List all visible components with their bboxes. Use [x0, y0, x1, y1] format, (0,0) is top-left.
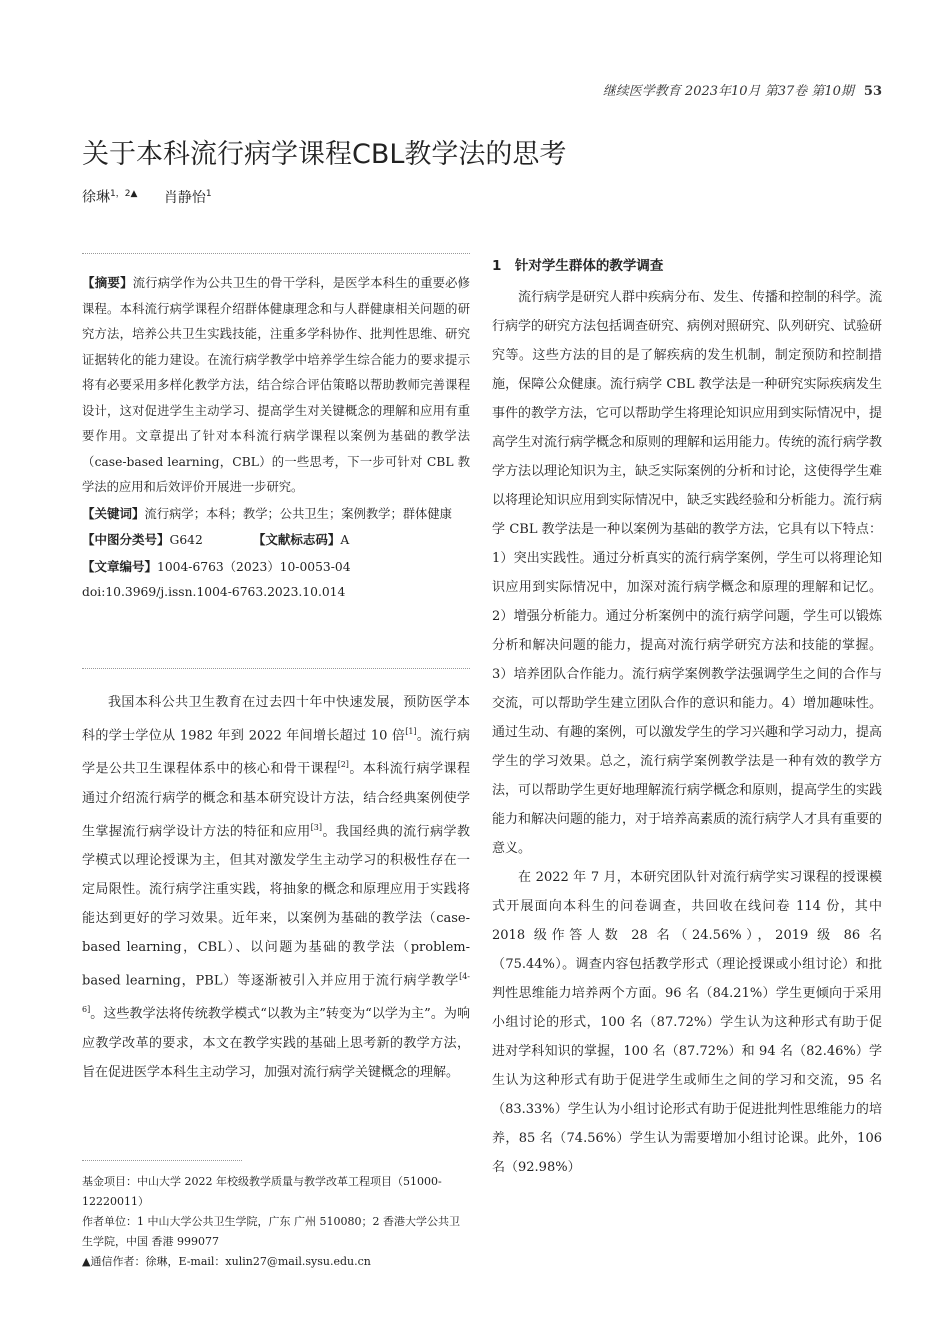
footnote-divider [82, 1160, 242, 1161]
article-number-label: 【文章编号】 [82, 558, 158, 574]
classification-row [82, 527, 470, 554]
intro-body [82, 688, 470, 1087]
running-header [603, 80, 882, 99]
doi: doi:10.3969/j.issn.1004-6763.2023.10.014 [82, 585, 346, 599]
article-number [82, 554, 470, 581]
author-2: 肖静怡 [163, 189, 206, 206]
citation: [2] [337, 760, 349, 770]
section-1 [492, 252, 882, 1182]
abstract-text: 流行病学作为公共卫生的骨干学科，是医学本科生的重要必修课程。本科流行病学课程介绍群体健康理念和与人群健康相关问题的研究方法，培养公共卫生实践技能，注重多学科协作、批判性思维、研究证据转化的能力建设。在流行病学教学中培养学生综合能力的要求提示将有必要采用多样化教学方法，结合综合评估策略以帮助教师完善课程设计，这对促进学生主动学习、提高学生对关键概念的理解和应用有重要作用。文章提出了针对本科流行病学课程以案例为基础的教学法（case-based learning，CBL）的一些思考，下一步可针对 CBL 教学法的应用和后效评价开展进一步研究。 [82, 276, 470, 494]
keywords-text: 流行病学；本科；教学；公共卫生；案例教学；群体健康 [144, 506, 452, 521]
doc-code-value: A [340, 533, 350, 547]
author-1: 徐琳 [82, 189, 110, 206]
citation: [4-6] [82, 971, 470, 1015]
citation: [3] [310, 822, 323, 832]
keywords-label: 【关键词】 [82, 505, 145, 521]
journal-info: 继续医学教育 2023年10月 第37卷 第10期 [602, 84, 854, 99]
page-number: 53 [863, 84, 882, 99]
footnotes [82, 1172, 470, 1272]
corresponding-note: ▲通信作者：徐琳，E-mail：xulin27@mail.sysu.edu.cn [82, 1255, 371, 1268]
dotted-divider-top [82, 253, 470, 254]
section-paragraph-2: 在 2022 年 7 月，本研究团队针对流行病学实习课程的授课模式开展面向本科生的问卷调查，共回收在线问卷 114 份，其中 2018 级作答人数 28 名（24.56%），2019 级 86 名（75.44%）。调查内容包括教学形式（理论授课或小组讨论）和批判性思维能力培养两个方面。96 名（84.21%）学生更倾向于采用小组讨论的形式，100 名（87.72%）学生认为这种形式有助于促进对学科知识的掌握，100 名（87.72%）和 94 名（82.46%）学生认为这种形式有助于促进学生或师生之间的学习和交流，95 名（83.33%）学生认为小组讨论形式有助于促进批判性思维能力的培养，85 名（74.56%）学生认为需要增加小组讨论课。此外，106 名（92.98%） [492, 870, 882, 1175]
section-paragraph-1: 流行病学是研究人群中疾病分布、发生、传播和控制的科学。流行病学的研究方法包括调查研究、病例对照研究、队列研究、试验研究等。这些方法的目的是了解疾病的发生机制，制定预防和控制措施，保障公众健康。流行病学 CBL 教学法是一种研究实际疾病发生事件的教学方法，它可以帮助学生将理论知识应用到实际情况中，提高学生对流行病学概念和原则的理解和运用能力。传统的流行病学教学方法以理论知识为主，缺乏实际案例的分析和讨论，这使得学生难以将理论知识应用到实际情况中，缺乏实践经验和分析能力。流行病学 CBL 教学法是一种以案例为基础的教学方法，它具有以下特点：1）突出实践性。通过分析真实的流行病学案例，学生可以将理论知识应用到实际情况中，加深对流行病学概念和原理的理解和记忆。2）增强分析能力。通过分析案例中的流行病学问题，学生可以锻炼分析和解决问题的能力，提高对流行病学研究方法和技能的掌握。3）培养团队合作能力。流行病学案例教学法强调学生之间的合作与交流，可以帮助学生建立团队合作的意识和能力。4）增加趣味性。通过生动、有趣的案例，可以激发学生的学习兴趣和学习动力，提高学生的学习效果。总之，流行病学案例教学法是一种有效的教学方法，可以帮助学生更好地理解流行病学概念和原则，提高学生的实践能力和解决问题的能力，对于培养高素质的流行病学人才具有重要的意义。 [492, 290, 883, 856]
author-1-affil: 1，2▲ [110, 189, 138, 199]
author-line [82, 186, 212, 207]
author-2-affil: 1 [205, 189, 212, 199]
clc-value: G642 [169, 533, 203, 547]
abstract-block [82, 270, 470, 606]
intro-paragraph: 我国本科公共卫生教育在过去四十年中快速发展，预防医学本科的学士学位从 1982 年到 2022 年间增长超过 10 倍[1]。流行病学是公共卫生课程体系中的核心和骨干课程[2]。本科流行病学课程通过介绍流行病学的概念和基本研究设计方法，结合经典案例使学生掌握流行病学设计方法的特征和应用[3]。我国经典的流行病学教学模式以理论授课为主，但其对激发学生主动学习的积极性存在一定局限性。流行病学注重实践，将抽象的概念和原理应用于实践将能达到更好的学习效果。近年来，以案例为基础的教学法（case-based learning，CBL）、以问题为基础的教学法（problem-based learning，PBL）等逐渐被引入并应用于流行病学教学[4-6]。这些教学法将传统教学模式“以教为主”转变为“以学为主”。为响应教学改革的要求，本文在教学实践的基础上思考新的教学方法，旨在促进医学本科生主动学习，加强对流行病学关键概念的理解。 [82, 695, 470, 1080]
abstract [82, 270, 470, 501]
article-number-value: 1004-6763（2023）10-0053-04 [157, 559, 351, 574]
fund-note: 基金项目：中山大学 2022 年校级教学质量与教学改革工程项目（51000-12220011） [82, 1175, 442, 1208]
dotted-divider-bottom [82, 668, 470, 669]
paper-title: 关于本科流行病学课程CBL教学法的思考 [82, 139, 567, 170]
affiliation-note: 作者单位：1 中山大学公共卫生学院，广东 广州 510080；2 香港大学公共卫生学院，中国 香港 999077 [82, 1215, 460, 1248]
section-heading: 1 针对学生群体的教学调查 [492, 258, 664, 274]
keywords [82, 501, 470, 528]
citation: [1] [405, 727, 417, 736]
abstract-label: 【摘要】 [82, 275, 133, 290]
doc-code-label: 【文献标志码】 [252, 532, 341, 547]
clc-label: 【中图分类号】 [82, 532, 170, 547]
